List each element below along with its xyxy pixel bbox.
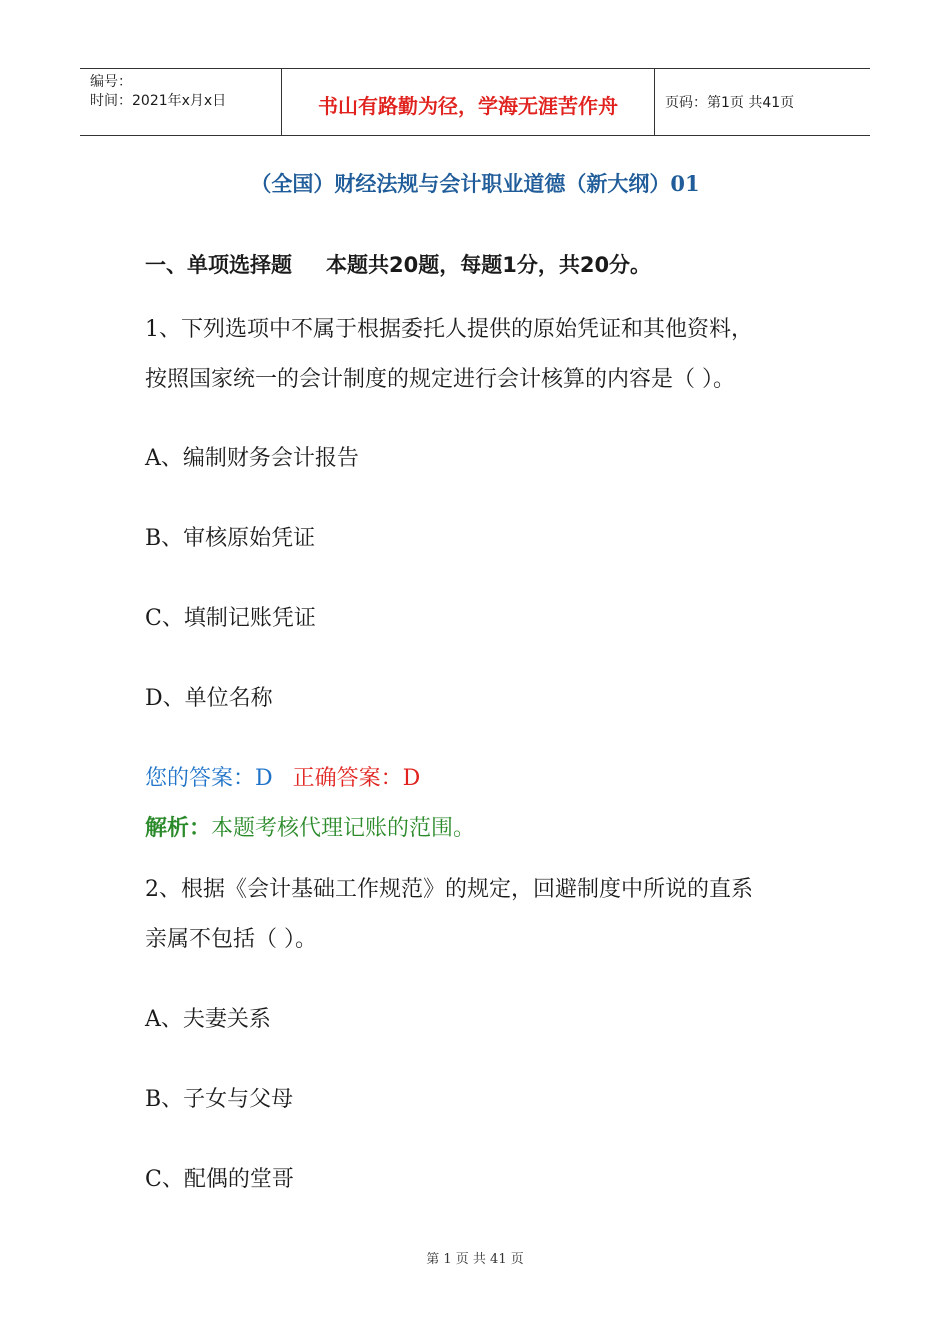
q1-analysis [145,811,475,842]
question-2-line-2: 亲属不包括（ ）。 [145,927,317,952]
header-page-info: 页码：第1页 共41页 [665,95,795,111]
section-name: 一、单项选择题 [145,253,292,277]
header-motto: 书山有路勤为径，学海无涯苦作舟 [282,69,655,135]
q2-option-c: C、配偶的堂哥 [145,1167,294,1192]
question-1-line-1: 1、下列选项中不属于根据委托人提供的原始凭证和其他资料， [145,317,753,342]
question-2-line-1: 2、根据《会计基础工作规范》的规定，回避制度中所说的直系 [145,877,753,902]
q2-option-a: A、夫妻关系 [145,1007,271,1032]
header-table [80,68,870,136]
q1-answer-line [145,761,420,792]
page-footer: 第 1 页 共 41 页 [426,1252,524,1267]
your-answer: 您的答案：D [145,766,273,791]
header-left-cell [80,69,282,135]
q1-option-b: B、审核原始凭证 [145,526,316,551]
analysis-text: 本题考核代理记账的范围。 [211,816,476,841]
number-label: 编号： [90,74,132,90]
q1-option-a: A、编制财务会计报告 [145,446,359,471]
question-1-line-2: 按照国家统一的会计制度的规定进行会计核算的内容是（ ）。 [145,367,735,392]
analysis-label: 解析： [145,816,212,841]
correct-answer: 正确答案：D [292,766,421,791]
section-description: 本题共20题，每题1分，共20分。 [326,253,652,277]
document-title: （全国）财经法规与会计职业道德（新大纲）01 [250,171,700,196]
q1-option-c: C、填制记账凭证 [145,606,316,631]
time-label: 时间：2021年x月x日 [90,93,227,109]
section-title [145,249,651,279]
q1-option-d: D、单位名称 [145,686,273,711]
q2-option-b: B、子女与父母 [145,1087,294,1112]
